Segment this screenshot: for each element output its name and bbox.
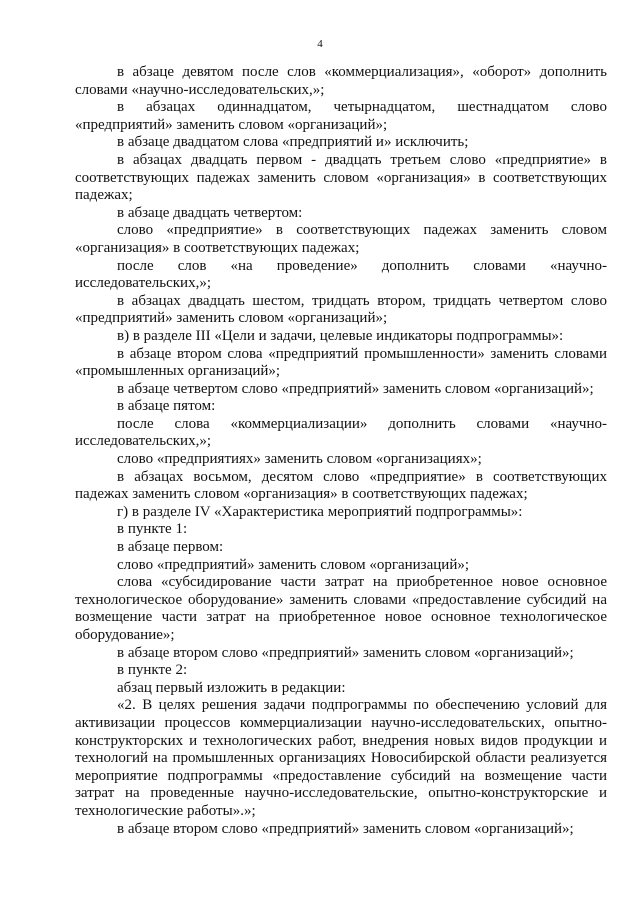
page-number: 4 <box>317 38 323 50</box>
paragraph: в пункте 2: <box>117 662 188 679</box>
paragraph: в абзаце первом: <box>117 539 224 556</box>
paragraph: в абзаце втором слово «предприятий» заменить словом «организаций»; <box>117 820 574 837</box>
paragraph: слово «предприятие» в соответствующих падежах заменить словом «организация» в соответствующих падежах; <box>75 222 607 256</box>
document-body <box>75 64 607 838</box>
paragraph: в абзаце двадцатом слова «предприятий и» исключить; <box>117 134 469 151</box>
paragraph: после слов «на проведение» дополнить словами «научно-исследовательских,»; <box>75 257 607 292</box>
paragraph: в абзаце втором слова «предприятий промышленности» заменить словами «промышленных организаций»; <box>75 345 607 380</box>
paragraph: в абзацах одиннадцатом, четырнадцатом, шестнадцатом слово «предприятий» заменить словом «организаций»; <box>75 99 607 133</box>
paragraph: в абзацах восьмом, десятом слово «предприятие» в соответствующих падежах заменить словом «организация» в соответствующих падежах; <box>75 468 607 503</box>
paragraph: в абзацах двадцать шестом, тридцать втором, тридцать четвертом слово «предприятий» заменить словом «организаций»; <box>75 292 607 327</box>
paragraph: в абзаце втором слово «предприятий» заменить словом «организаций»; <box>117 644 574 661</box>
paragraph: слово «предприятиях» заменить словом «организациях»; <box>117 451 482 468</box>
paragraph: абзац первый изложить в редакции: <box>117 679 346 696</box>
paragraph: «2. В целях решения задачи подпрограммы по обеспечению условий для активизации процессов коммерциализации научно-исследовательских, опытно-конструкторских и технологических работ, внедрения новых видов продукции и технологий на промышленных организациях Новосибирской области реализуется мероприятие подпрограммы «предоставление субсидий на возмещение части затрат на проведенные научно-исследовательские, опытно-конструкторские и технологические работы».»; <box>75 697 607 819</box>
paragraph: после слова «коммерциализации» дополнить словами «научно-исследовательских,»; <box>75 415 607 450</box>
paragraph: в абзаце пятом: <box>117 398 216 415</box>
paragraph: в абзацах двадцать первом - двадцать третьем слово «предприятие» в соответствующих падежах заменить словом «организация» в соответствующих падежах; <box>75 151 607 204</box>
paragraph: в пункте 1: <box>117 521 188 538</box>
paragraph: слово «предприятий» заменить словом «организаций»; <box>117 556 470 573</box>
paragraph: в абзаце девятом после слов «коммерциализация», «оборот» дополнить словами «научно-исследовательских,»; <box>75 64 607 98</box>
paragraph: г) в разделе IV «Характеристика мероприятий подпрограммы»: <box>117 503 523 520</box>
paragraph: слова «субсидирование части затрат на приобретенное новое основное технологическое оборудование» заменить словами «предоставление субсидий на возмещение части затрат на приобретенное новое основное технологическое оборудование»; <box>75 574 607 643</box>
paragraph: в абзаце двадцать четвертом: <box>117 204 303 221</box>
paragraph: в) в разделе III «Цели и задачи, целевые индикаторы подпрограммы»: <box>117 327 564 344</box>
paragraph: в абзаце четвертом слово «предприятий» заменить словом «организаций»; <box>117 380 594 397</box>
